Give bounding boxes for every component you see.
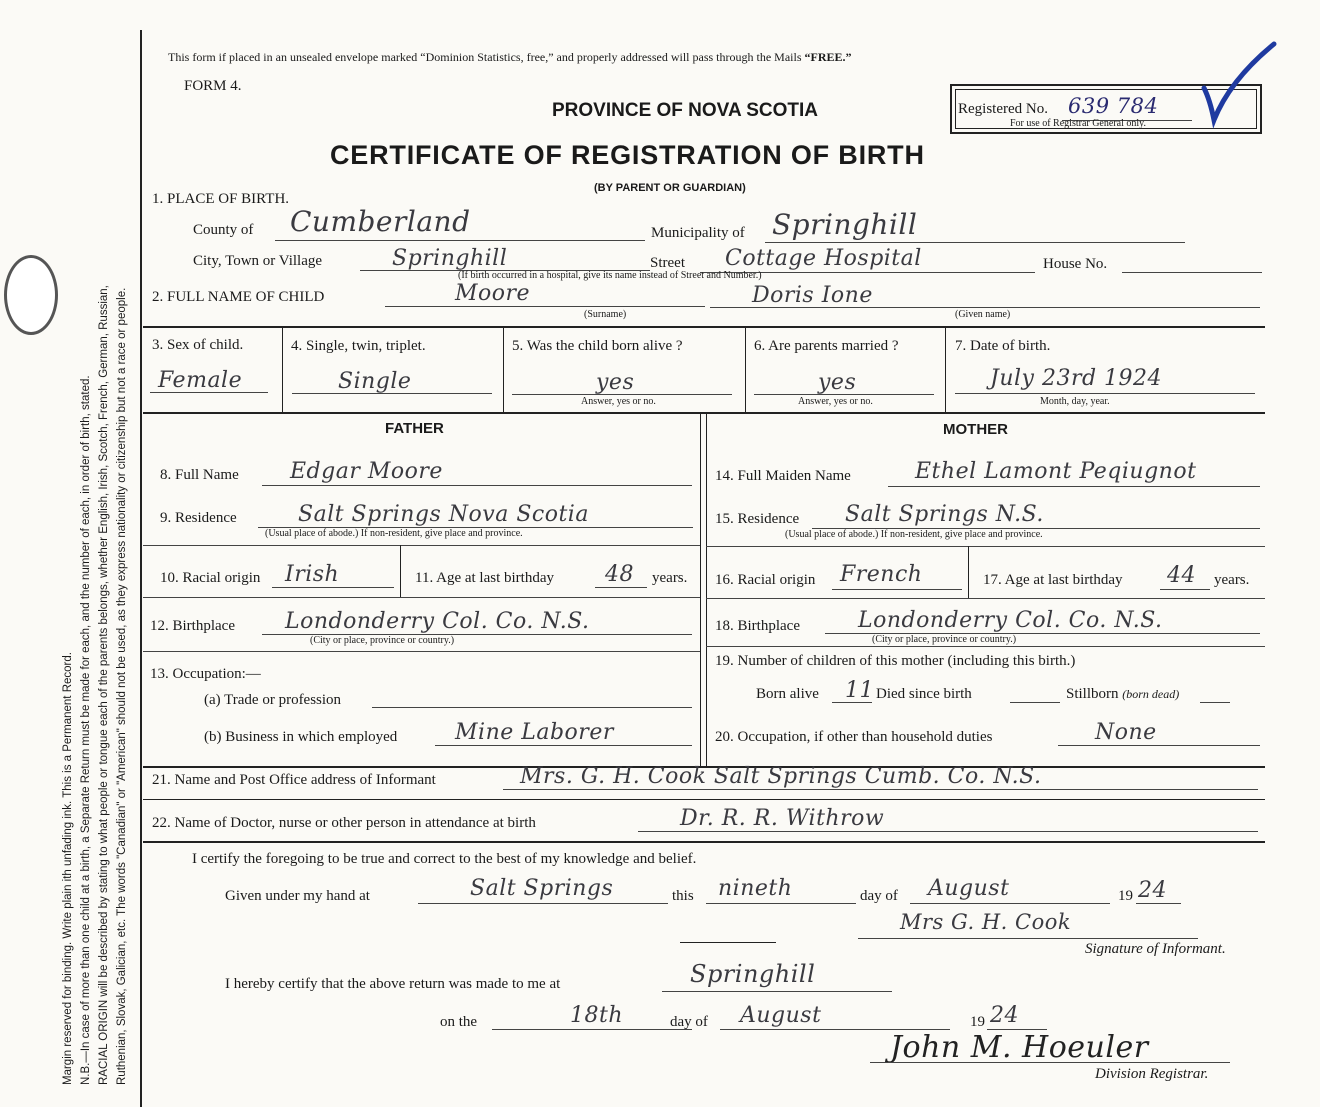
registrar-caption: Division Registrar.	[1095, 1066, 1209, 1082]
mother-residence-value: Salt Springs N.S.	[845, 502, 1044, 527]
mother-children-label: 19. Number of children of this mother (including this birth.)	[715, 653, 1076, 669]
plurality-label: 4. Single, twin, triplet.	[291, 338, 426, 354]
mother-birthplace-label: 18. Birthplace	[715, 618, 800, 634]
registrar-year-value: 24	[990, 1003, 1019, 1028]
born-alive-label: 5. Was the child born alive ?	[512, 338, 683, 354]
father-business-value: Mine Laborer	[455, 720, 614, 745]
father-racial-label: 10. Racial origin	[160, 570, 261, 586]
dob-label: 7. Date of birth.	[955, 338, 1051, 354]
mother-died-label: Died since birth	[876, 686, 972, 702]
father-residence-caption: (Usual place of abode.) If non-resident, give place and province.	[265, 528, 523, 539]
mother-name-label: 14. Full Maiden Name	[715, 468, 851, 484]
given-year-value: 24	[1138, 878, 1167, 903]
county-value: Cumberland	[290, 205, 471, 238]
father-name-label: 8. Full Name	[160, 467, 239, 483]
father-birthplace-caption: (City or place, province or country.)	[310, 635, 455, 646]
child-name-label: 2. FULL NAME OF CHILD	[152, 289, 325, 305]
father-heading: FATHER	[385, 420, 444, 437]
certificate-subtitle: (BY PARENT OR GUARDIAN)	[594, 182, 746, 194]
mother-stillborn-label: Stillborn (born dead)	[1066, 686, 1180, 702]
parents-married-value: yes	[818, 370, 857, 395]
house-number-label: House No.	[1043, 256, 1108, 272]
registered-label: Registered No.	[958, 101, 1048, 117]
given-name-caption: (Given name)	[955, 309, 1011, 320]
mother-racial-label: 16. Racial origin	[715, 572, 816, 588]
margin-note-racial-origin: RACIAL ORIGIN will be described by stating to what people or tongue each of the parents belongs, whether English, Irish, Scotch, French, German, Russian,	[98, 285, 110, 1085]
father-birthplace-label: 12. Birthplace	[150, 618, 235, 634]
doctor-label: 22. Name of Doctor, nurse or other person in attendance at birth	[152, 815, 536, 831]
registrar-day-of-label: day of	[670, 1014, 708, 1030]
mother-born-alive-label: Born alive	[756, 686, 819, 702]
street-label: Street	[650, 255, 685, 271]
father-trade-label: (a) Trade or profession	[204, 692, 342, 708]
given-day-of-label: day of	[860, 888, 898, 904]
margin-rule	[140, 30, 142, 1107]
registrar-month-value: August	[740, 1003, 822, 1028]
on-the-label: on the	[440, 1014, 478, 1030]
this-label: this	[672, 888, 694, 904]
informant-signature: Mrs G. H. Cook	[900, 910, 1072, 934]
father-residence-label: 9. Residence	[160, 510, 237, 526]
place-of-birth-heading: 1. PLACE OF BIRTH.	[152, 191, 290, 207]
father-years-label: years.	[652, 570, 688, 586]
municipality-label: Municipality of	[651, 225, 745, 241]
doctor-value: Dr. R. R. Withrow	[680, 806, 885, 831]
informant-signature-caption: Signature of Informant.	[1085, 941, 1226, 957]
margin-note-multiple-births: N.B.—In case of more than one child at a birth, a Separate Return must be made for each, and the number of each, in order of birth, stated.	[80, 375, 92, 1085]
mother-born-alive-value: 11	[845, 678, 874, 703]
margin-note-racial-origin-cont: Ruthenian, Slovak, Galician, etc. The words "Canadian" or "American" should not be used, as they express nationality or citizenship but not a race or people.	[116, 287, 128, 1085]
mother-residence-label: 15. Residence	[715, 511, 800, 527]
mother-age-label: 17. Age at last birthday	[983, 572, 1123, 588]
informant-label: 21. Name and Post Office address of Informant	[152, 772, 436, 788]
mother-occupation-value: None	[1095, 720, 1157, 745]
parents-married-label: 6. Are parents married ?	[754, 338, 899, 354]
divider	[680, 942, 776, 943]
margin-note-binding: Margin reserved for binding. Write plain ith unfading ink. This is a Permanent Record.	[62, 652, 74, 1085]
city-value: Springhill	[392, 246, 508, 271]
mother-occupation-label: 20. Occupation, if other than household duties	[715, 729, 993, 745]
county-label: County of	[193, 222, 254, 238]
street-value: Cottage Hospital	[725, 246, 922, 271]
registrar-signature: John M. Hoeuler	[890, 1030, 1149, 1065]
registered-number: 639 784	[1068, 94, 1159, 118]
father-name-value: Edgar Moore	[290, 459, 443, 484]
surname-caption: (Surname)	[584, 309, 627, 320]
father-occupation-label: 13. Occupation:—	[150, 666, 261, 682]
mother-years-label: years.	[1214, 572, 1250, 588]
father-business-label: (b) Business in which employed	[204, 729, 398, 745]
mother-birthplace-caption: (City or place, province or country.)	[872, 634, 1017, 645]
mother-birthplace-value: Londonderry Col. Co. N.S.	[858, 608, 1163, 633]
father-birthplace-value: Londonderry Col. Co. N.S.	[285, 609, 590, 634]
certificate-title: CERTIFICATE OF REGISTRATION OF BIRTH	[330, 140, 925, 170]
hospital-note: (If birth occurred in a hospital, give its name instead of Street and Number.)	[458, 270, 762, 281]
born-alive-caption: Answer, yes or no.	[581, 396, 656, 407]
informant-value: Mrs. G. H. Cook Salt Springs Cumb. Co. N.S.	[520, 764, 1042, 789]
registrar-statement: I hereby certify that the above return was made to me at	[225, 976, 561, 992]
given-month-value: August	[928, 876, 1010, 901]
dob-value: July 23rd 1924	[990, 366, 1163, 391]
mother-racial-value: French	[840, 562, 923, 587]
mother-heading: MOTHER	[943, 421, 1008, 438]
child-given-name: Doris Ione	[752, 283, 873, 308]
given-day-value: nineth	[718, 876, 793, 901]
born-alive-value: yes	[596, 370, 635, 395]
given-place-value: Salt Springs	[470, 876, 614, 901]
certification-statement: I certify the foregoing to be true and correct to the best of my knowledge and belief.	[192, 851, 697, 867]
province-heading: PROVINCE OF NOVA SCOTIA	[552, 100, 819, 121]
mail-note: This form if placed in an unsealed envelope marked “Dominion Statistics, free,” and properly addressed will pass through the Mails “FREE.”	[168, 50, 852, 64]
municipality-value: Springhill	[772, 208, 918, 241]
child-surname: Moore	[455, 281, 531, 306]
parents-married-caption: Answer, yes or no.	[798, 396, 873, 407]
mother-name-value: Ethel Lamont Peqiugnot	[915, 459, 1197, 484]
mother-residence-caption: (Usual place of abode.) If non-resident, give place and province.	[785, 529, 1043, 540]
father-age-value: 48	[605, 562, 634, 587]
registrar-use-note: For use of Registrar General only.	[1010, 118, 1146, 129]
binding-punch-hole	[4, 255, 58, 335]
given-year-label: 19	[1118, 888, 1133, 904]
mother-age-value: 44	[1167, 563, 1196, 588]
registrar-day-value: 18th	[570, 1003, 624, 1028]
checkmark-icon	[1200, 40, 1280, 130]
form-number: FORM 4.	[184, 78, 242, 94]
registrar-place-value: Springhill	[690, 960, 816, 988]
registrar-year-label: 19	[970, 1014, 985, 1030]
dob-caption: Month, day, year.	[1040, 396, 1110, 407]
plurality-value: Single	[338, 369, 412, 394]
father-racial-value: Irish	[285, 562, 340, 587]
sex-value: Female	[158, 368, 243, 393]
city-label: City, Town or Village	[193, 253, 323, 269]
given-under-label: Given under my hand at	[225, 888, 370, 904]
sex-label: 3. Sex of child.	[152, 337, 244, 353]
father-residence-value: Salt Springs Nova Scotia	[298, 502, 589, 527]
father-age-label: 11. Age at last birthday	[415, 570, 554, 586]
